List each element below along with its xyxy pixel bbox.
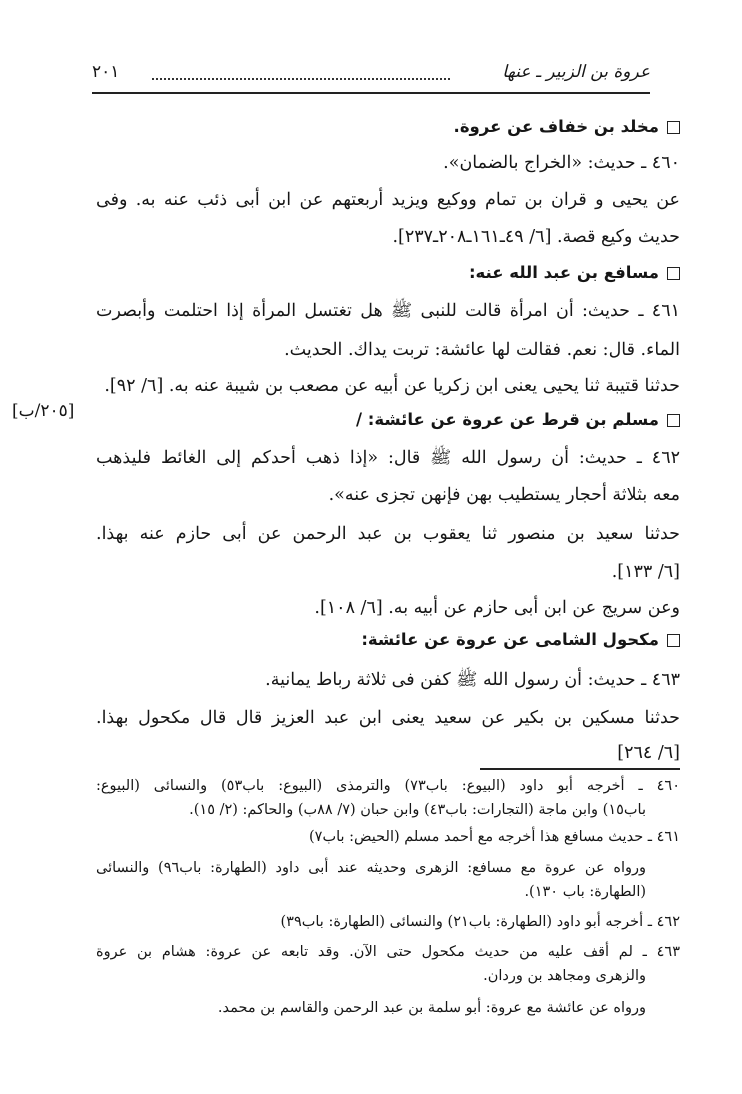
line-text: [٦/ ١٣٣]. xyxy=(611,562,680,582)
text-line xyxy=(96,371,680,401)
section-heading xyxy=(96,258,680,288)
line-text: مسافع بن عبد الله عنه: xyxy=(468,263,659,282)
text-line xyxy=(96,296,680,326)
text-line xyxy=(96,480,680,510)
footnote-line: (الطهارة: باب ١٣٠). xyxy=(524,884,646,900)
line-text: الماء. قال: نعم. فقالت لها عائشة: تربت يداك. الحديث. xyxy=(284,340,680,360)
header-rule xyxy=(92,92,650,94)
text-line xyxy=(96,665,680,695)
line-text: مخلد بن خفاف عن عروة. xyxy=(453,117,659,136)
footnote-line: ٤٦٢ ـ أخرجه أبو داود (الطهارة: باب٢١) والنسائى (الطهارة: باب٣٩) xyxy=(280,914,680,930)
text-line xyxy=(96,443,680,473)
footnote-line: ورواه عن عائشة مع عروة: أبو سلمة بن عبد الرحمن والقاسم بن محمد. xyxy=(217,1000,646,1016)
line-text: حدثنا قتيبة ثنا يحيى يعنى ابن زكريا عن أبيه عن مصعب بن شيبة عنه به. [٦/ ٩٢]. xyxy=(104,376,680,396)
text-line xyxy=(96,557,680,587)
line-text: ٤٦٠ ـ حديث: «الخراج بالضمان». xyxy=(443,153,680,173)
text-line xyxy=(96,519,680,549)
section-heading xyxy=(96,405,680,435)
line-text: ٤٦٢ ـ حديث: أن رسول الله ﷺ قال: «إذا ذهب أحدكم إلى الغائط فليذهب xyxy=(96,448,680,468)
line-text: ٤٦٣ ـ حديث: أن رسول الله ﷺ كفن فى ثلاثة رباط يمانية. xyxy=(265,670,680,690)
running-header xyxy=(92,62,650,90)
text-line xyxy=(96,148,680,178)
footnote-line: والزهرى ومجاهد بن وردان. xyxy=(483,968,646,984)
line-text: حديث وكيع قصة. [٦/ ٤٩ـ١٦١ـ٢٠٨ـ٢٣٧]. xyxy=(392,227,680,247)
manuscript-folio-note: [٢٠٥/ب] xyxy=(12,401,75,421)
text-line xyxy=(96,185,680,215)
footnote-line: ورواه عن عروة مع مسافع: الزهرى وحديثه عند أبى داود (الطهارة: باب٩٦) والنسائى xyxy=(96,860,646,876)
footnote-rule xyxy=(480,768,680,770)
footnote-line: ٤٦٣ ـ لم أقف عليه من حديث مكحول حتى الآن. وقد تابعه عن عروة: هشام بن عروة xyxy=(96,944,680,960)
line-text: وعن سريج عن ابن أبى حازم عن أبيه به. [٦/ ١٠٨]. xyxy=(314,598,680,618)
square-bullet-icon xyxy=(667,634,680,647)
line-text: ٤٦١ ـ حديث: أن امرأة قالت للنبى ﷺ هل تغتسل المرأة إذا احتلمت وأبصرت xyxy=(96,301,680,321)
footnote-line: ٤٦٠ ـ أخرجه أبو داود (البيوع: باب٧٣) والترمذى (البيوع: باب٥٣) والنسائى (البيوع: xyxy=(96,778,680,794)
header-dot-leader xyxy=(152,78,450,80)
square-bullet-icon xyxy=(667,414,680,427)
line-text: مكحول الشامى عن عروة عن عائشة: xyxy=(361,630,659,649)
text-line xyxy=(96,703,680,733)
line-text: حدثنا مسكين بن بكير عن سعيد يعنى ابن عبد العزيز قال قال مكحول بهذا. xyxy=(96,708,680,728)
square-bullet-icon xyxy=(667,267,680,280)
line-text: عن يحيى و قران بن تمام ووكيع ويزيد أربعتهم عن ابن أبى ذئب عنه به. وفى xyxy=(96,190,680,210)
section-heading xyxy=(96,625,680,655)
page-number: ٢٠١ xyxy=(92,62,120,82)
line-text: حدثنا سعيد بن منصور ثنا يعقوب بن عبد الرحمن عن أبى حازم عنه بهذا. xyxy=(96,524,680,544)
text-line xyxy=(96,593,680,623)
line-text: [٦/ ٢٦٤] xyxy=(617,743,680,763)
text-line xyxy=(96,222,680,252)
text-line xyxy=(96,738,680,768)
line-text: معه بثلاثة أحجار يستطيب بهن فإنهن تجزى عنه». xyxy=(328,485,680,505)
text-line xyxy=(96,335,680,365)
square-bullet-icon xyxy=(667,121,680,134)
footnote-line: ٤٦١ ـ حديث مسافع هذا أخرجه مع أحمد مسلم (الحيض: باب٧) xyxy=(308,829,680,845)
line-text: مسلم بن قرط عن عروة عن عائشة: / xyxy=(356,410,659,429)
section-heading xyxy=(96,112,680,142)
footnote-line: باب١٥) وابن ماجة (التجارات: باب٤٣) وابن حبان (٧/ ٨٨ب) والحاكم: (٢/ ١٥). xyxy=(189,802,646,818)
header-title: عروة بن الزبير ـ عنها xyxy=(502,62,650,82)
